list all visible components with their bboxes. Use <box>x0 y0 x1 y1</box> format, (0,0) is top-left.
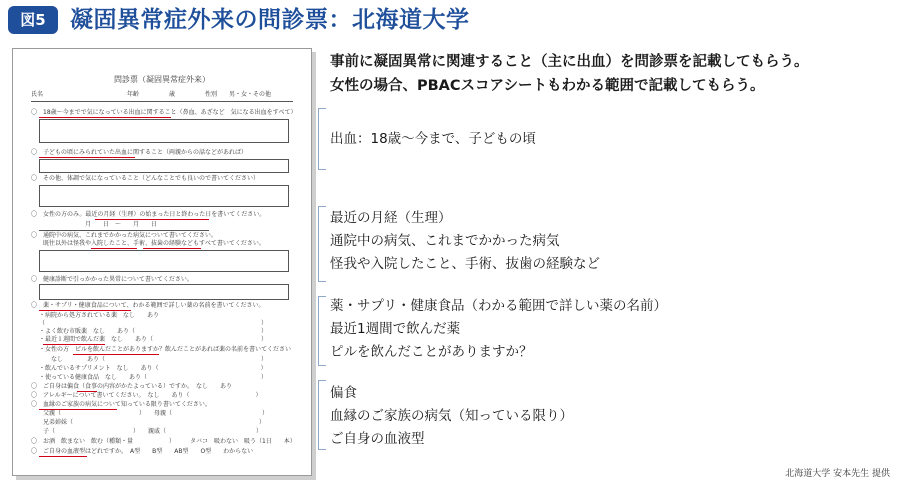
answer-box-medical-history <box>39 250 289 272</box>
highlight-underline <box>43 344 105 345</box>
highlight-underline <box>73 354 159 355</box>
medication-prescribed-detail: （ ） <box>39 320 268 327</box>
figure-badge: 図5 <box>8 6 58 34</box>
question-menstruation: 〇 女性の方のみ。最近の月経（生理）の始まった日と終わった日を書いてください。 <box>31 211 266 218</box>
summary-medical-history: 通院中の病気、これまでかかった病気 <box>330 233 560 249</box>
question-adult-bleeding: 〇 18歳〜今までで気になっている出血に関すること（鼻血、あざなど 気になる出血をすべて） <box>31 109 297 116</box>
question-family-history: 〇 血縁のご家族の病気について知っている限り書いてください。 <box>31 401 211 408</box>
group-bracket-lifestyle <box>318 380 326 450</box>
answer-box-adult-bleeding <box>39 119 289 143</box>
question-medical-history: 〇 通院中の病気、これまでかかった病気について書いてください。 <box>31 232 217 239</box>
family-children-relatives: 子（ ） 親戚（ ） <box>31 428 263 435</box>
menstruation-dates: 月 日 〜 月 日 <box>85 221 158 228</box>
highlight-underline <box>95 219 209 220</box>
page-title: 凝固異常症外来の問診票：北海道大学 <box>70 7 470 33</box>
medication-supplements: ・飲んでいるサプリメント なし あり（ ） <box>39 365 267 372</box>
answer-box-other-concerns <box>39 185 289 207</box>
intro-line-1: 事前に凝固異常に関連すること（主に出血）を問診票を記載してもらう。 <box>330 54 809 70</box>
medication-otc: ・よく飲む市販薬 なし あり（ ） <box>39 328 268 335</box>
highlight-underline <box>39 157 135 158</box>
medication-health-food: ・使っている健康食品 なし あり（ ） <box>39 374 268 381</box>
highlight-underline <box>39 310 131 311</box>
medication-prescribed: ・病院から処方されている薬 なし あり <box>39 312 160 319</box>
group-bracket-history <box>318 206 326 282</box>
summary-menstruation: 最近の月経（生理） <box>330 210 452 226</box>
highlight-underline <box>39 117 171 118</box>
summary-pill: ピルを飲んだことがありますか？ <box>330 344 533 360</box>
source-credit: 北海道大学 安本先生 提供 <box>785 469 890 479</box>
question-injuries-surgery: 既往以外は怪我や入院したこと、手術、抜歯の経験などもすべて書いてください。 <box>31 240 265 247</box>
summary-medications: 薬・サプリ・健康食品（わかる範囲で詳しい薬の名前） <box>330 298 667 314</box>
question-alcohol-tobacco: 〇 お酒 飲まない 飲む（種類・量 ） タバコ 吸わない 吸う（1日 本） <box>31 438 296 445</box>
family-parents: 父親（ ） 母親（ ） <box>31 410 269 417</box>
question-medications: 〇 薬・サプリ・健康食品について、わかる範囲で詳しい薬の名前を書いてください。 <box>31 302 265 309</box>
question-health-checkup: 〇 健康診断で引っかかった異常について書いてください。 <box>31 276 193 283</box>
questionnaire-sheet <box>12 48 312 476</box>
medication-last-week: ・最近１週間で飲んだ薬 なし あり（ ） <box>39 336 268 343</box>
date-line <box>39 230 209 231</box>
family-siblings: 兄弟姉妹（ ） <box>31 419 266 426</box>
group-bracket-bleeding <box>318 108 326 170</box>
summary-bleeding: 出血：18歳〜今まで、子どもの頃 <box>330 131 536 147</box>
highlight-underline <box>143 248 201 249</box>
question-allergy: 〇 アレルギーについて書いてください。 なし あり（ ） <box>31 392 262 399</box>
answer-box-health-checkup <box>39 284 289 300</box>
medication-pill: ・女性の方 ピルを飲んだことがありますか？飲んだことがあれば薬の名前を書いてください <box>39 346 292 353</box>
question-other-concerns: 〇 その他、体調で気になっていること（どんなことでも良いので書いてください） <box>31 175 260 182</box>
summary-last-week-medication: 最近1週間で飲んだ薬 <box>330 321 461 337</box>
summary-family-history: 血縁のご家族の病気（知っている限り） <box>330 408 573 424</box>
medication-pill-answer: なし あり（ ） <box>39 356 268 363</box>
highlight-underline <box>39 456 87 457</box>
sheet-title: 問診票（凝固異常症外来） <box>114 75 210 84</box>
highlight-underline <box>91 248 137 249</box>
summary-diet: 偏食 <box>330 385 357 401</box>
name-row: 氏名 年齢 歳 性別 男・女・その他 <box>31 91 272 98</box>
divider <box>31 101 293 102</box>
question-blood-type: 〇 ご自身の血液型はどれですか。 A型 B型 AB型 O型 わからない <box>31 448 254 455</box>
question-unbalanced-diet: 〇 ご自身は偏食（食事の内容がかたよっている）ですか。 なし あり <box>31 383 233 390</box>
group-bracket-medications <box>318 296 326 366</box>
summary-blood-type: ご自身の血液型 <box>330 431 425 447</box>
question-child-bleeding: 〇 子どもの頃にみられていた出血に関すること（両親からの話などがあれば） <box>31 149 248 156</box>
answer-box-child-bleeding <box>39 159 289 173</box>
intro-line-2: 女性の場合、PBACスコアシートもわかる範囲で記載してもらう。 <box>330 78 765 94</box>
summary-injuries: 怪我や入院したこと、手術、抜歯の経験など <box>330 256 600 272</box>
